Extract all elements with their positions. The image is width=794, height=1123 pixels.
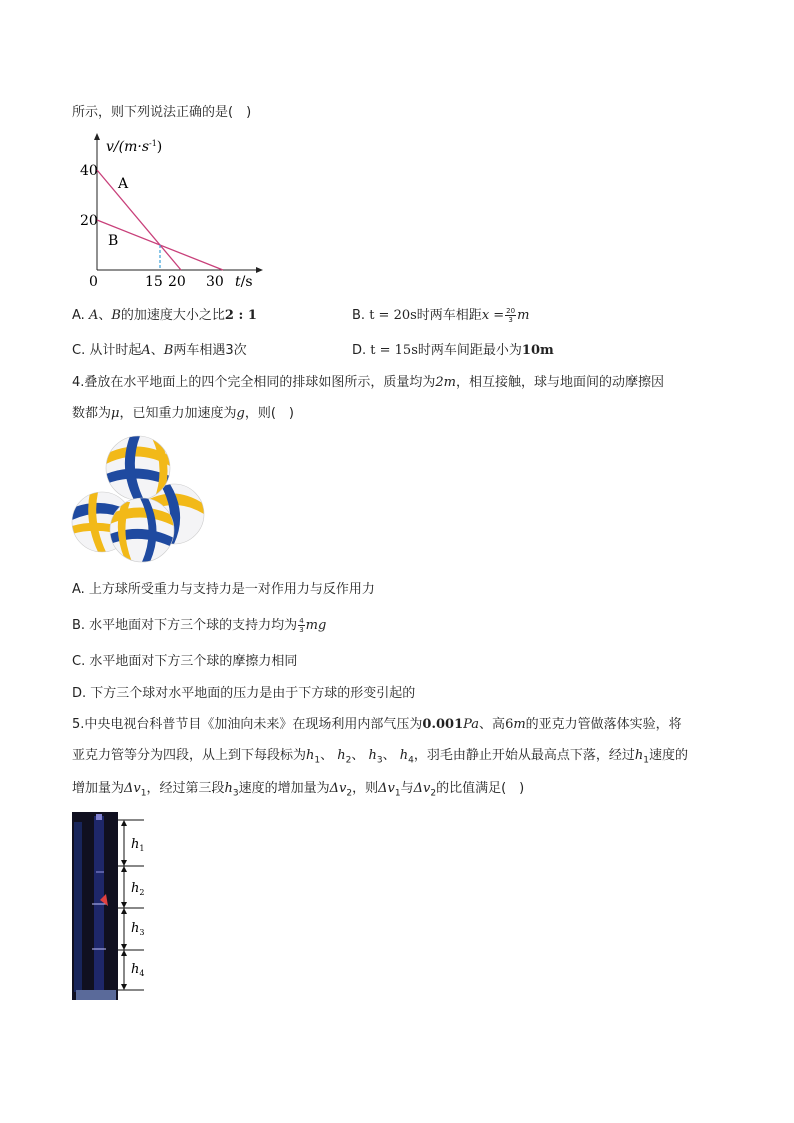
q3-option-b: B. t = 20s时两车相距x = $\frac{20}{3}$ m (352, 307, 530, 324)
h3-label: $h_3$ (131, 921, 145, 937)
h4-label: $h_4$ (131, 962, 145, 978)
tube-base (76, 990, 116, 1000)
q4-option-a: A. 上方球所受重力与支持力是一对作用力与反作用力 (72, 582, 375, 597)
y-tick-20: 20 (80, 213, 98, 229)
q5-stem-line2: 亚克力管等分为四段，从上到下每段标为$h_1$、 $h_2$、 $h_3$、 $h_4$，羽毛由静止开始从最高点下落，经过$h_1$速度的 (72, 748, 689, 766)
volleyballs-image (70, 434, 210, 564)
ball-top (106, 436, 170, 500)
q4-stem-line1: 4.叠放在水平地面上的四个完全相同的排球如图所示，质量均为2m，相互接触，球与地面间的动摩擦因 (72, 375, 665, 390)
label-b: B (108, 233, 119, 249)
ball-front (110, 498, 174, 562)
vt-graph (60, 130, 270, 295)
q3-option-a: A. A、B的加速度大小之比2 : 1 (72, 308, 257, 323)
q4-option-d: D. 下方三个球对水平地面的压力是由于下方球的形变引起的 (72, 686, 416, 701)
q4-stem-line2: 数都为μ，已知重力加速度为g，则( ) (72, 406, 294, 421)
x-axis-label: t/s (235, 274, 253, 290)
q5-stem-line1: 5.中央电视台科普节目《加油向未来》在现场利用内部气压为0.001Pa、高6m的亚克力管做落体实验，将 (72, 717, 682, 732)
h2-label: $h_2$ (131, 881, 145, 897)
q4-option-b: B. 水平地面对下方三个球的支持力均为 $\frac{4}{3}$ mg (72, 617, 327, 634)
line-a (97, 170, 181, 270)
origin-label: 0 (89, 274, 98, 290)
label-a: A (118, 176, 129, 192)
x-tick-30: 30 (206, 274, 224, 290)
h1-label: $h_1$ (131, 837, 145, 853)
y-tick-40: 40 (80, 163, 98, 179)
q3-stem: 所示，则下列说法正确的是( ) (72, 105, 252, 120)
q4-option-c: C. 水平地面对下方三个球的摩擦力相同 (72, 654, 298, 669)
q3-option-c: C. 从计时起A、B两车相遇3次 (72, 343, 247, 358)
q3-option-d: D. t = 15s时两车间距最小为10m (352, 343, 554, 358)
x-tick-20: 20 (168, 274, 186, 290)
acrylic-tube-image (72, 812, 182, 1004)
x-tick-15: 15 (145, 274, 163, 290)
y-axis-label: $v/(m\cdot s^{-1})$ (106, 139, 163, 155)
q5-stem-line3: 增加量为$\Delta v_1$，经过第三段$h_3$速度的增加量为$\Delta v_2$，则$\Delta v_1$与$\Delta v_2$的比值满足( ) (72, 781, 525, 799)
